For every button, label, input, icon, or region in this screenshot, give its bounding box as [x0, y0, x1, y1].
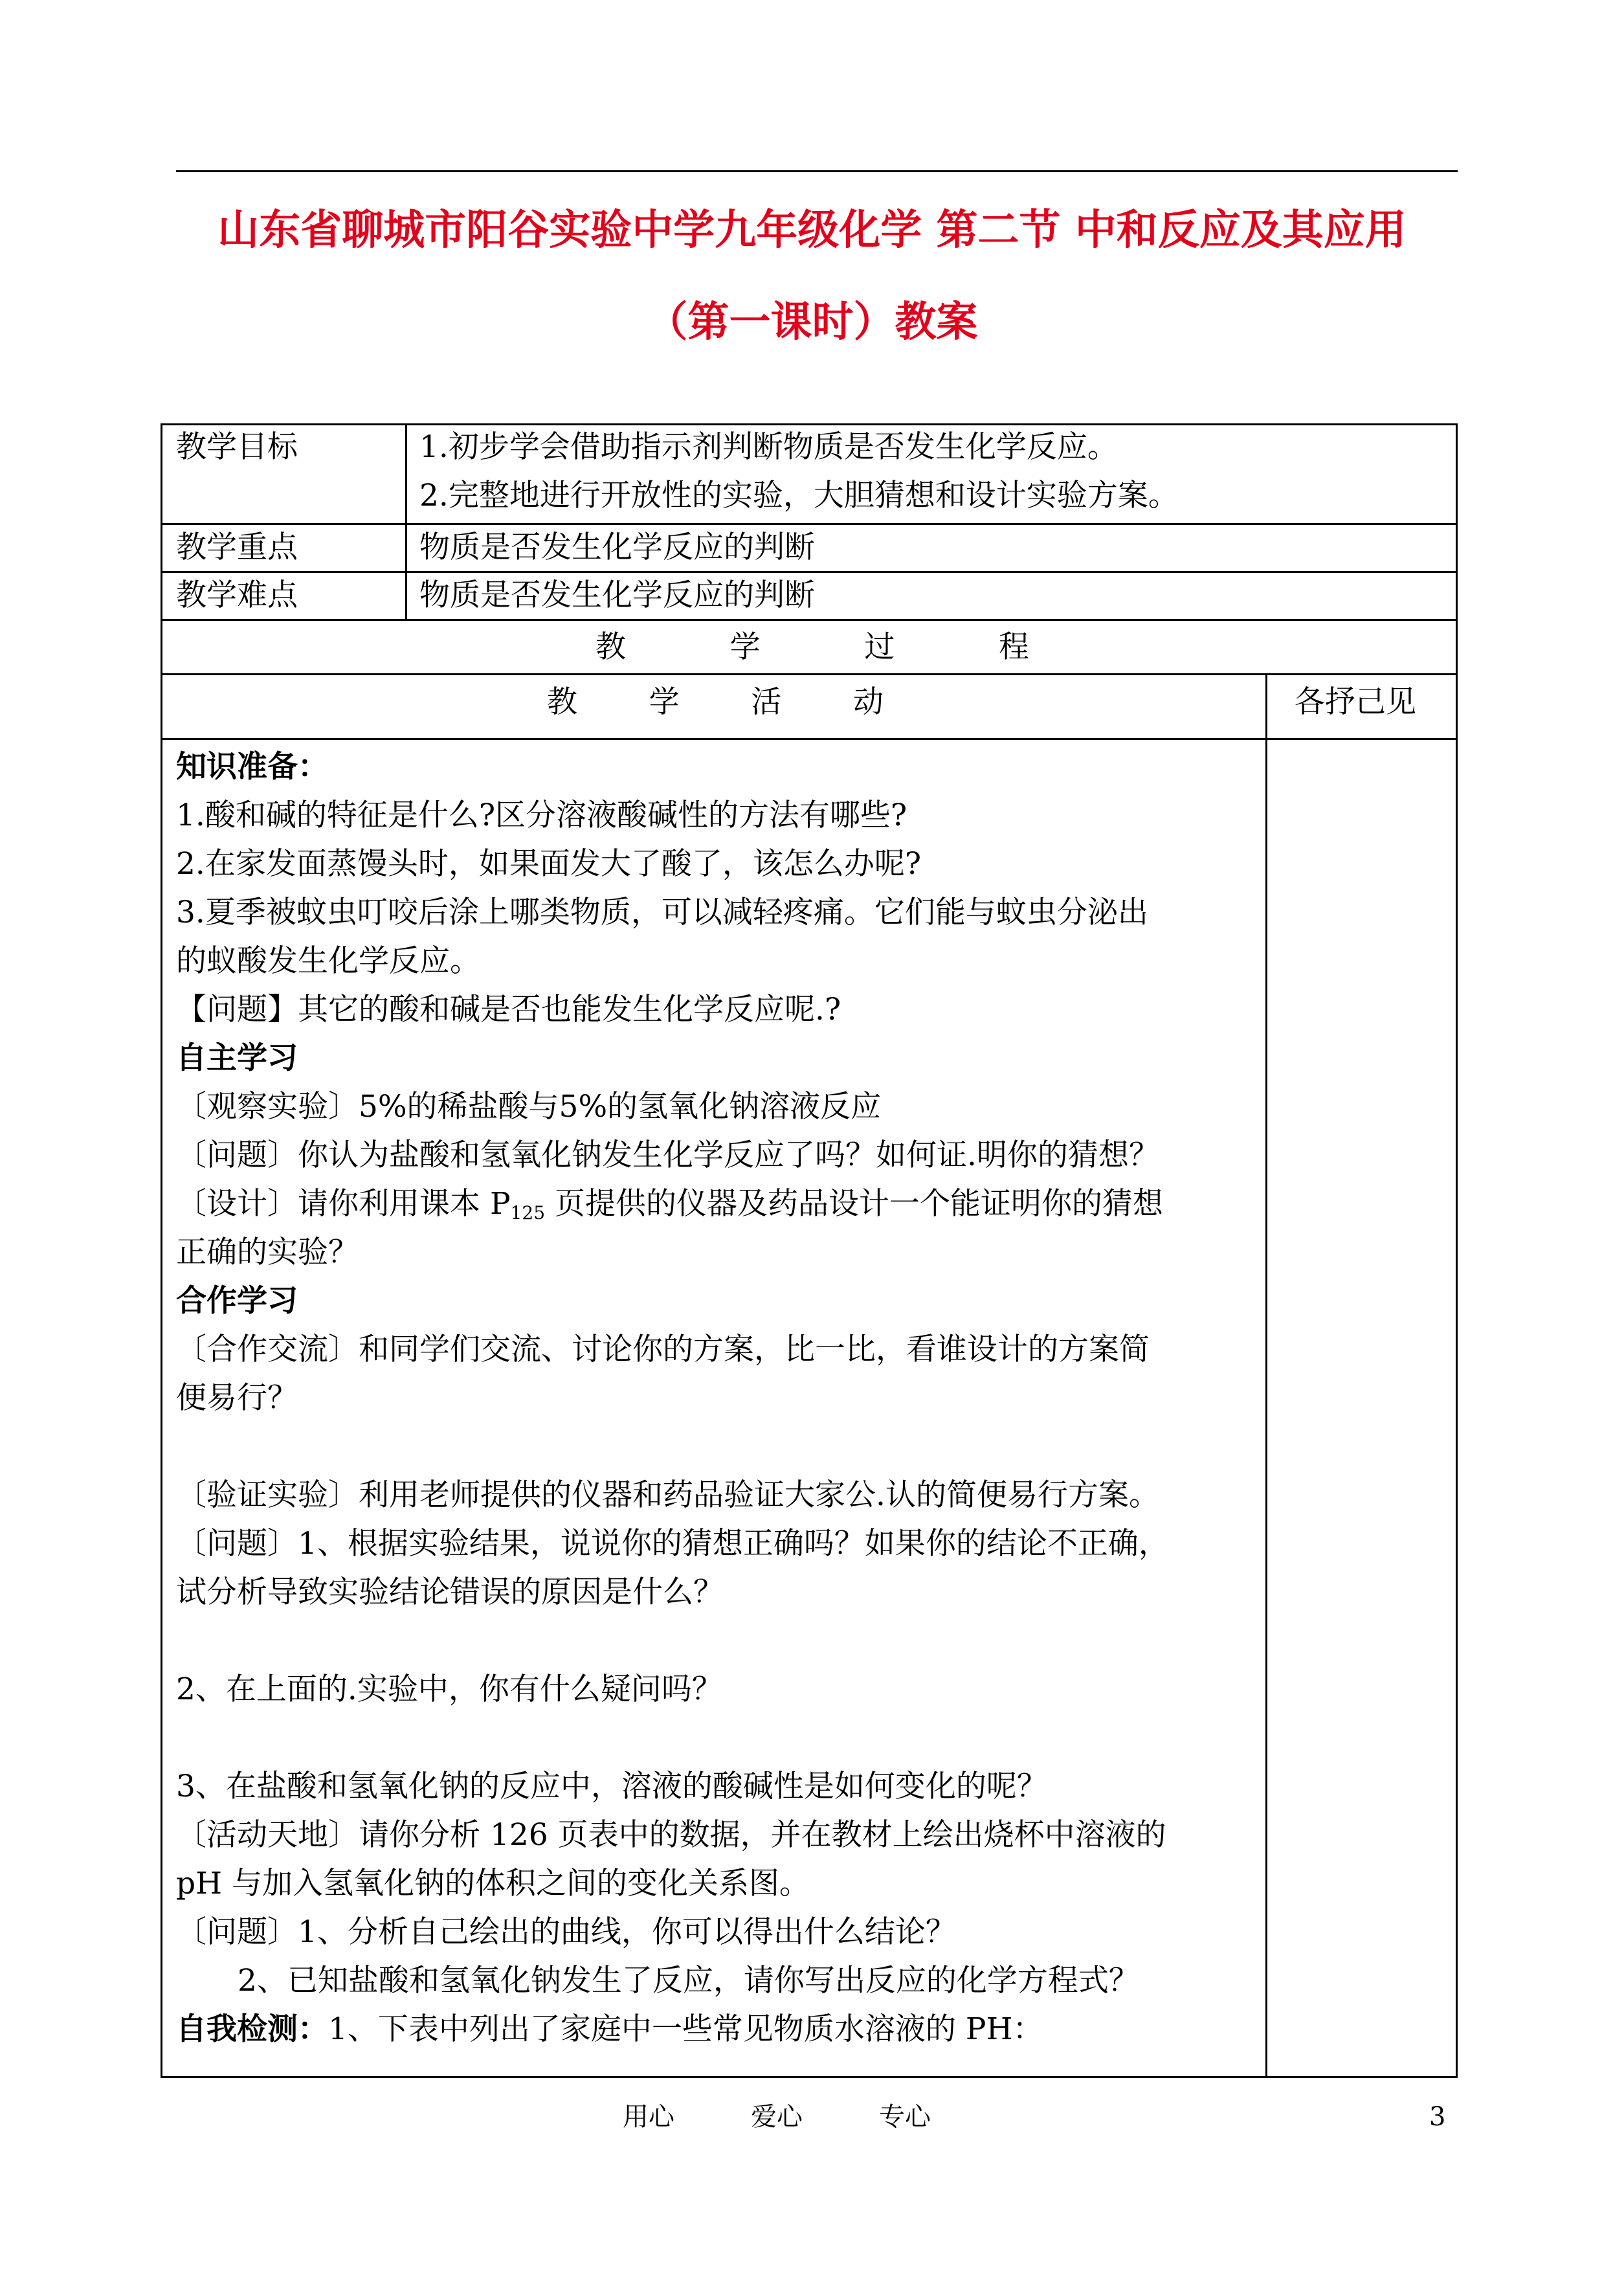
difficulty-value: 物质是否发生化学反应的判断: [419, 577, 815, 613]
design-text-1: 〔设计〕请你利用课本 P: [176, 1186, 511, 1222]
process-char: 程: [998, 629, 1029, 665]
prep-item-3b: 的蚁酸发生化学反应。: [176, 943, 480, 979]
goal-label: 教学目标: [176, 429, 298, 465]
question-5: 3、在盐酸和氢氧化钠的反应中，溶液的酸碱性是如何变化的呢？: [176, 1769, 1047, 1804]
opinion-column-label: 各抒己见: [1295, 684, 1416, 720]
page-title-line1: 山东省聊城市阳谷实验中学九年级化学 第二节 中和反应及其应用: [217, 207, 1407, 254]
question-4: 2、在上面的.实验中，你有什么疑问吗？: [176, 1672, 722, 1707]
activity-char: 动: [852, 684, 884, 720]
goal-item-1: 1.初步学会借助指示剂判断物质是否发生化学反应。: [419, 429, 1118, 465]
design-line-a: [176, 1185, 1163, 1233]
page-number: 3: [1429, 2102, 1446, 2132]
footer-word: 爱心: [751, 2102, 803, 2132]
self-check-line: [176, 2010, 1043, 2049]
self-check-text: 1、下表中列出了家庭中一些常见物质水溶液的 PH：: [328, 2011, 1043, 2047]
question-6: 〔问题〕1、分析自己绘出的曲线，你可以得出什么结论？: [176, 1914, 956, 1950]
prep-item-3a: 3.夏季被蚊虫叮咬后涂上哪类物质，可以减轻疼痛。它们能与蚊虫分泌出: [176, 895, 1148, 930]
coop-study-heading: 合作学习: [176, 1283, 298, 1319]
activity-heading: [547, 683, 884, 722]
coop-line-a: 〔合作交流〕和同学们交流、讨论你的方案，比一比，看谁设计的方案简: [176, 1332, 1150, 1367]
coop-line-b: 便易行？: [176, 1380, 298, 1416]
process-heading: [595, 628, 1029, 667]
process-char: 学: [729, 629, 761, 665]
key-point-label: 教学重点: [176, 530, 298, 565]
process-char: 教: [595, 629, 626, 665]
self-check-heading: 自我检测：: [176, 2011, 328, 2047]
page-title-line2: （第一课时）教案: [646, 298, 978, 346]
question-2: 〔问题〕你认为盐酸和氢氧化钠发生化学反应了吗？如何证.明你的猜想？: [176, 1137, 1159, 1173]
prep-heading: 知识准备：: [176, 749, 328, 785]
footer-word: 专心: [879, 2102, 931, 2132]
footer-word: 用心: [623, 2102, 674, 2132]
design-line-b: 正确的实验？: [176, 1235, 359, 1270]
design-text-2: 页提供的仪器及药品设计一个能证明你的猜想: [545, 1186, 1163, 1222]
process-char: 过: [864, 629, 895, 665]
key-point-value: 物质是否发生化学反应的判断: [419, 530, 815, 565]
question-7: 2、已知盐酸和氢氧化钠发生了反应，请你写出反应的化学方程式？: [238, 1963, 1139, 1998]
difficulty-label: 教学难点: [176, 577, 298, 613]
page-subscript: 125: [510, 1202, 546, 1224]
verify-experiment: 〔验证实验〕利用老师提供的仪器和药品验证大家公.认的简便易行方案。: [176, 1477, 1159, 1513]
question-1: 【问题】其它的酸和碱是否也能发生化学反应呢.?: [176, 992, 841, 1027]
activity-line-b: pH 与加入氢氧化钠的体积之间的变化关系图。: [176, 1866, 810, 1901]
prep-item-1: 1.酸和碱的特征是什么?区分溶液酸碱性的方法有哪些?: [176, 798, 907, 833]
activity-char: 活: [751, 684, 782, 720]
activity-char: 教: [547, 684, 577, 720]
observe-experiment: 〔观察实验〕5%的稀盐酸与5%的氢氧化钠溶液反应: [176, 1089, 882, 1124]
question-3b: 试分析导致实验结论错误的原因是什么？: [176, 1574, 724, 1610]
goal-item-2: 2.完整地进行开放性的实验，大胆猜想和设计实验方案。: [419, 478, 1179, 513]
activity-char: 学: [649, 684, 680, 720]
prep-item-2: 2.在家发面蒸馒头时，如果面发大了酸了，该怎么办呢?: [176, 846, 922, 882]
activity-line-a: 〔活动天地〕请你分析 126 页表中的数据，并在教材上绘出烧杯中溶液的: [176, 1817, 1166, 1853]
question-3a: 〔问题〕1、根据实验结果，说说你的猜想正确吗？如果你的结论不正确，: [176, 1526, 1169, 1561]
self-study-heading: 自主学习: [176, 1040, 298, 1076]
header-rule: [176, 170, 1458, 172]
